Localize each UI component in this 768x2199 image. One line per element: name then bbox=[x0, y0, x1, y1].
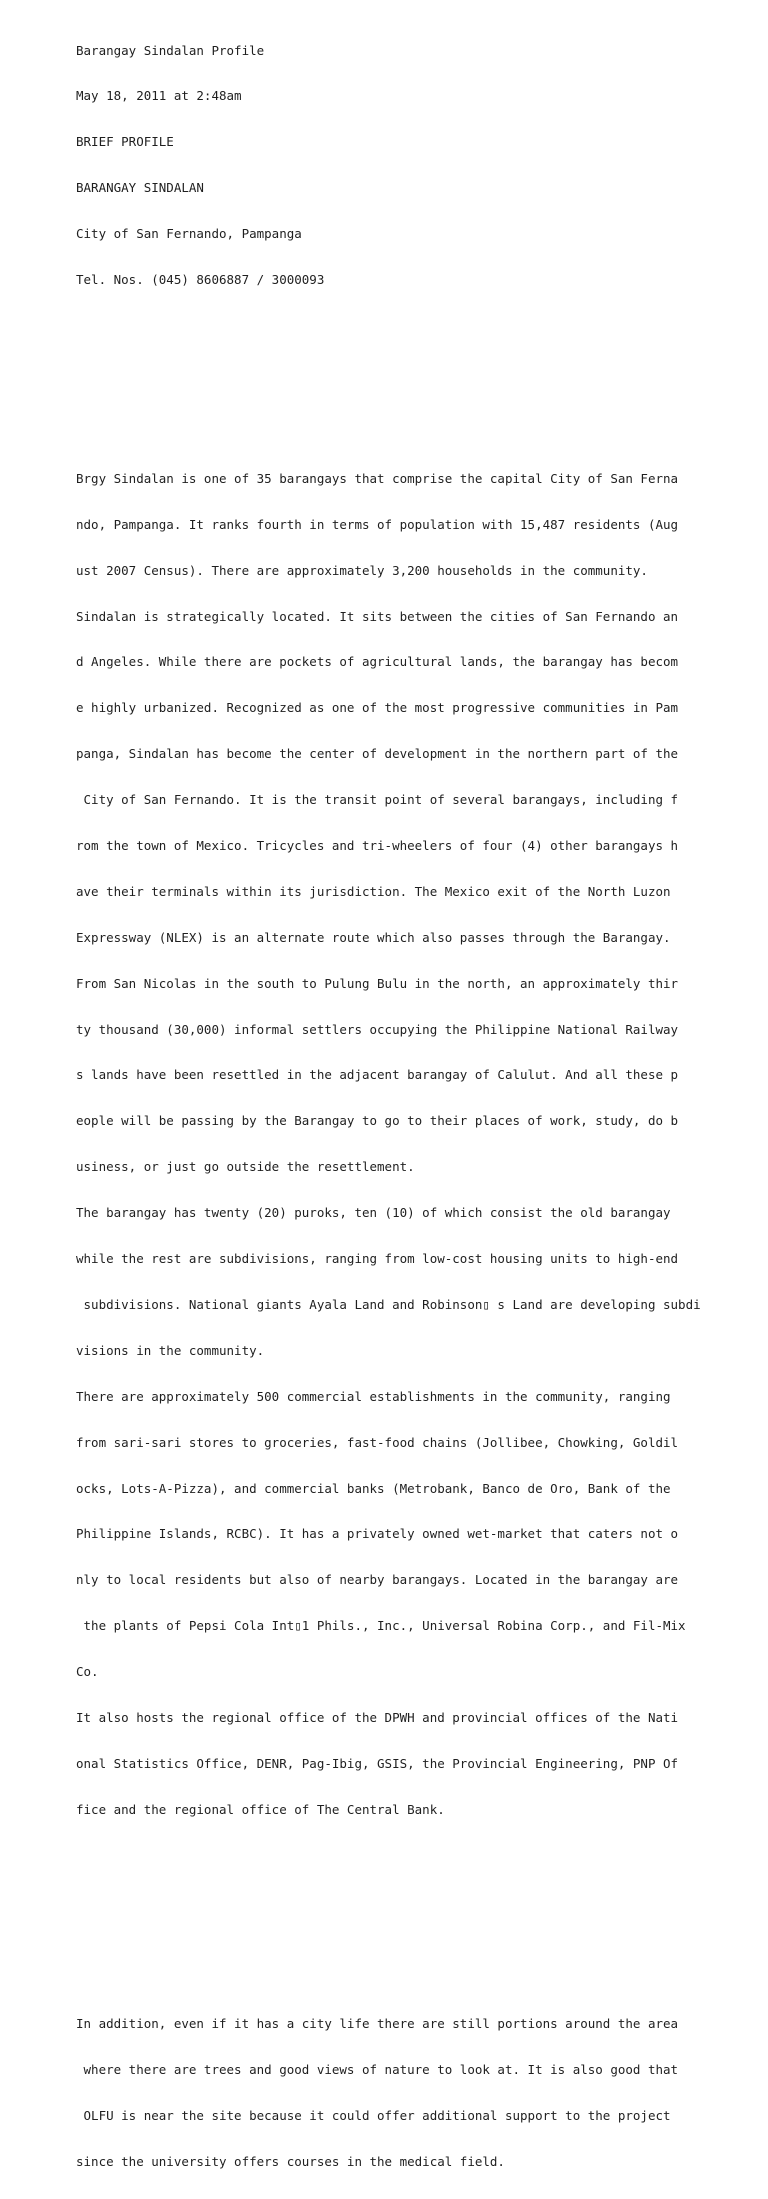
body-line: subdivisions. National giants Ayala Land and Robinson▯ s Land are developing subdi bbox=[76, 1296, 701, 1312]
closing-line: where there are trees and good views of nature to look at. It is also good that bbox=[76, 2061, 679, 2077]
body-line: nly to local residents but also of nearby barangays. Located in the barangay are bbox=[76, 1572, 679, 1588]
closing-line: since the university offers courses in the medical field. bbox=[76, 2153, 505, 2169]
body-line: while the rest are subdivisions, ranging from low-cost housing units to high-end bbox=[76, 1251, 679, 1267]
body-line: Co. bbox=[76, 1664, 99, 1680]
body-line: ave their terminals within its jurisdiction. The Mexico exit of the North Luzon bbox=[76, 883, 671, 899]
body-line: ust 2007 Census). There are approximately 3,200 households in the community. bbox=[76, 562, 648, 578]
header-line: BARANGAY SINDALAN bbox=[76, 180, 204, 196]
body-line: Philippine Islands, RCBC). It has a privately owned wet-market that caters not o bbox=[76, 1526, 679, 1542]
body-line: Expressway (NLEX) is an alternate route which also passes through the Barangay. bbox=[76, 929, 671, 945]
blank-line bbox=[76, 1909, 701, 1924]
closing-line: OLFU is near the site because it could offer additional support to the project bbox=[76, 2107, 671, 2123]
body-line: eople will be passing by the Barangay to go to their places of work, study, do b bbox=[76, 1113, 679, 1129]
body-line: rom the town of Mexico. Tricycles and tri-wheelers of four (4) other barangays h bbox=[76, 838, 679, 854]
body-line: From San Nicolas in the south to Pulung Bulu in the north, an approximately thir bbox=[76, 975, 679, 991]
body-line: It also hosts the regional office of the DPWH and provincial offices of the Nati bbox=[76, 1709, 679, 1725]
header-line: May 18, 2011 at 2:48am bbox=[76, 88, 242, 104]
header-line: City of San Fernando, Pampanga bbox=[76, 226, 302, 242]
document-text bbox=[76, 12, 701, 2199]
body-line: Sindalan is strategically located. It sits between the cities of San Fernando an bbox=[76, 608, 679, 624]
body-line: the plants of Pepsi Cola Int▯1 Phils., Inc., Universal Robina Corp., and Fil-Mix bbox=[76, 1618, 686, 1634]
body-line: panga, Sindalan has become the center of development in the northern part of the bbox=[76, 746, 679, 762]
blank-line bbox=[76, 364, 701, 379]
body-line: e highly urbanized. Recognized as one of the most progressive communities in Pam bbox=[76, 700, 679, 716]
body-line: ndo, Pampanga. It ranks fourth in terms of population with 15,487 residents (Aug bbox=[76, 516, 679, 532]
body-line: onal Statistics Office, DENR, Pag-Ibig, GSIS, the Provincial Engineering, PNP Of bbox=[76, 1755, 679, 1771]
body-line: s lands have been resettled in the adjacent barangay of Calulut. And all these p bbox=[76, 1067, 679, 1083]
blank-line bbox=[76, 1955, 701, 1970]
body-line: fice and the regional office of The Central Bank. bbox=[76, 1801, 445, 1817]
body-line: ty thousand (30,000) informal settlers occupying the Philippine National Railway bbox=[76, 1021, 679, 1037]
header-line: Barangay Sindalan Profile bbox=[76, 42, 265, 58]
blank-line bbox=[76, 410, 701, 425]
body-line: from sari-sari stores to groceries, fast-food chains (Jollibee, Chowking, Goldil bbox=[76, 1434, 679, 1450]
blank-line bbox=[76, 1863, 701, 1878]
body-line: ocks, Lots-A-Pizza), and commercial banks (Metrobank, Banco de Oro, Bank of the bbox=[76, 1480, 671, 1496]
body-line: d Angeles. While there are pockets of agricultural lands, the barangay has becom bbox=[76, 654, 679, 670]
header-line: BRIEF PROFILE bbox=[76, 134, 174, 150]
blank-line bbox=[76, 318, 701, 333]
header-line: Tel. Nos. (045) 8606887 / 3000093 bbox=[76, 272, 325, 288]
body-line: There are approximately 500 commercial establishments in the community, ranging bbox=[76, 1388, 671, 1404]
body-line: usiness, or just go outside the resettlement. bbox=[76, 1159, 415, 1175]
body-line: Brgy Sindalan is one of 35 barangays that comprise the capital City of San Ferna bbox=[76, 470, 679, 486]
body-line: City of San Fernando. It is the transit point of several barangays, including f bbox=[76, 792, 679, 808]
closing-line: In addition, even if it has a city life there are still portions around the area bbox=[76, 2015, 679, 2031]
body-line: The barangay has twenty (20) puroks, ten (10) of which consist the old barangay bbox=[76, 1205, 671, 1221]
body-line: visions in the community. bbox=[76, 1342, 265, 1358]
